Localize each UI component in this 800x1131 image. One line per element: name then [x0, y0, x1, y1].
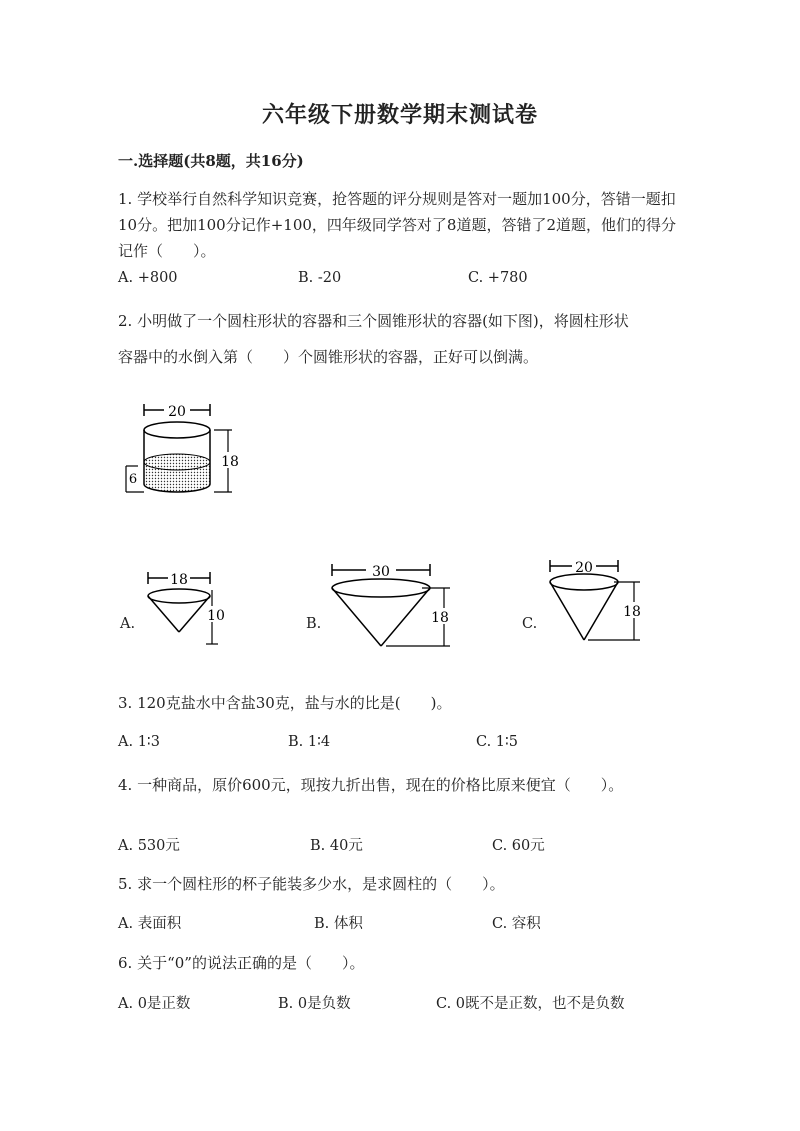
q1-option-a[interactable]: A. +800 [118, 270, 178, 286]
q1-option-b[interactable]: B. -20 [298, 270, 342, 286]
cone-c-height-label: 18 [623, 604, 641, 620]
cone-a-figure [140, 564, 240, 654]
cone-b-height-label: 18 [431, 610, 449, 626]
question-2-line-2: 容器中的水倒入第（ ）个圆锥形状的容器，正好可以倒满。 [118, 348, 539, 366]
q2-option-a[interactable]: A. [120, 616, 136, 632]
cone-a-height-label: 10 [207, 608, 225, 624]
question-5: 5. 求一个圆柱形的杯子能装多少水，是求圆柱的（ ）。 [118, 875, 505, 893]
question-4: 4. 一种商品，原价600元，现按九折出售，现在的价格比原来便宜（ ）。 [118, 776, 624, 794]
cone-b-diameter-label: 30 [372, 564, 390, 580]
page-title: 六年级下册数学期末测试卷 [261, 102, 538, 128]
question-3: 3. 120克盐水中含盐30克，盐与水的比是( )。 [118, 694, 452, 712]
q4-option-c[interactable]: C. 60元 [492, 838, 545, 854]
q3-option-a[interactable]: A. 1∶3 [118, 734, 160, 750]
q6-option-c[interactable]: C. 0既不是正数，也不是负数 [436, 996, 625, 1012]
q3-option-b[interactable]: B. 1∶4 [288, 734, 331, 750]
q3-option-c[interactable]: C. 1∶5 [476, 734, 519, 750]
question-6: 6. 关于“0”的说法正确的是（ ）。 [118, 954, 365, 972]
question-1: 1. 学校举行自然科学知识竞赛，抢答题的评分规则是答对一题加100分，答错一题扣10分。把加100分记作+100，四年级同学答对了8道题，答错了2道题，他们的得分记作（ ）。 [118, 190, 677, 260]
cone-a-diameter-label: 18 [170, 572, 188, 588]
cone-b-figure [326, 558, 456, 658]
q5-option-b[interactable]: B. 体积 [314, 916, 363, 932]
cylinder-diameter-label: 20 [168, 404, 186, 420]
q6-option-a[interactable]: A. 0是正数 [118, 996, 191, 1012]
q2-option-c[interactable]: C. [522, 616, 538, 632]
q6-option-b[interactable]: B. 0是负数 [278, 996, 351, 1012]
q4-option-a[interactable]: A. 530元 [118, 838, 180, 854]
cone-c-figure [544, 552, 654, 652]
q2-option-b[interactable]: B. [306, 616, 322, 632]
question-2-line-1: 2. 小明做了一个圆柱形状的容器和三个圆锥形状的容器(如下图)，将圆柱形状 [118, 312, 629, 330]
cylinder-height-label: 18 [221, 454, 239, 470]
q4-option-b[interactable]: B. 40元 [310, 838, 363, 854]
q5-option-c[interactable]: C. 容积 [492, 916, 541, 932]
cylinder-figure [124, 396, 244, 506]
cylinder-water-label: 6 [128, 472, 138, 487]
q1-option-c[interactable]: C. +780 [468, 270, 528, 286]
section-heading: 一.选择题(共8题，共16分) [118, 152, 304, 170]
cone-c-diameter-label: 20 [575, 560, 593, 576]
q5-option-a[interactable]: A. 表面积 [118, 916, 182, 932]
